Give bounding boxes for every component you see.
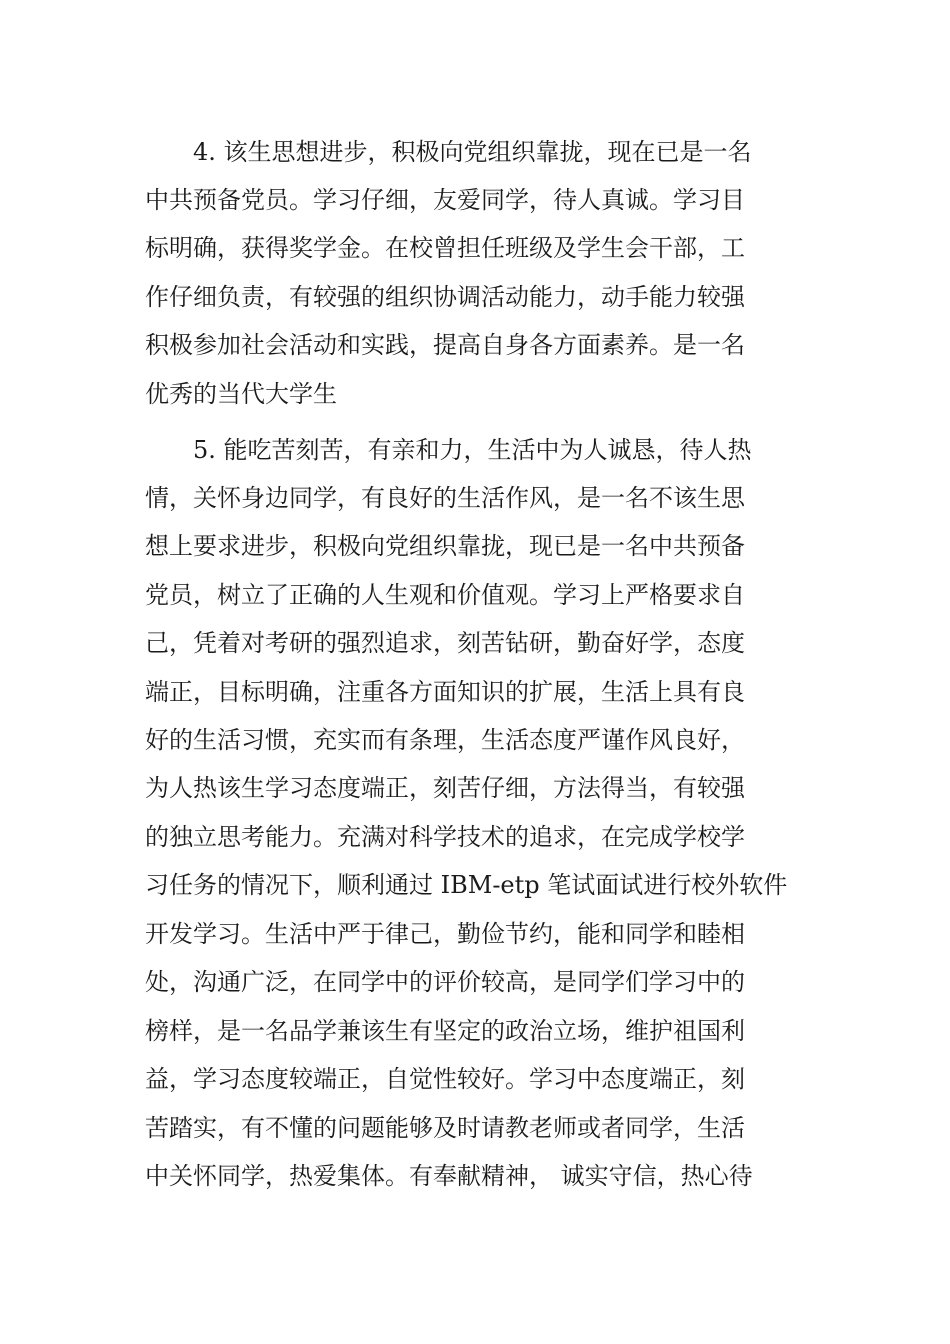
paragraph-4-line-2: 中共预备党员。学习仔细，友爱同学，待人真诚。学习目 bbox=[145, 186, 745, 214]
paragraph-4-line-3: 标明确，获得奖学金。在校曾担任班级及学生会干部，工 bbox=[145, 234, 745, 262]
paragraph-5-line-2: 情，关怀身边同学，有良好的生活作风，是一名不该生思 bbox=[145, 484, 745, 512]
paragraph-5-line-11: 开发学习。生活中严于律己，勤俭节约，能和同学和睦相 bbox=[145, 920, 745, 948]
paragraph-5-line-15: 苦踏实，有不懂的问题能够及时请教老师或者同学，生活 bbox=[145, 1114, 745, 1142]
paragraph-5-line-12: 处，沟通广泛，在同学中的评价较高，是同学们学习中的 bbox=[145, 968, 745, 996]
paragraph-5-line-3: 想上要求进步，积极向党组织靠拢，现已是一名中共预备 bbox=[145, 532, 745, 560]
paragraph-4-line-1: 4. 该生思想进步，积极向党组织靠拢，现在已是一名 bbox=[193, 138, 752, 166]
paragraph-5-line-16: 中关怀同学，热爱集体。有奉献精神， 诚实守信，热心待 bbox=[145, 1162, 753, 1190]
paragraph-5-line-8: 为人热该生学习态度端正，刻苦仔细，方法得当，有较强 bbox=[145, 774, 745, 802]
paragraph-4-line-6: 优秀的当代大学生 bbox=[145, 380, 337, 408]
paragraph-5-line-6: 端正，目标明确，注重各方面知识的扩展，生活上具有良 bbox=[145, 678, 745, 706]
paragraph-4-line-4: 作仔细负责，有较强的组织协调活动能力，动手能力较强 bbox=[145, 283, 745, 311]
paragraph-5-line-7: 好的生活习惯，充实而有条理，生活态度严谨作风良好， bbox=[145, 726, 745, 754]
paragraph-5-line-13: 榜样，是一名品学兼该生有坚定的政治立场，维护祖国利 bbox=[145, 1017, 745, 1045]
paragraph-5-line-10: 习任务的情况下，顺利通过 IBM-etp 笔试面试进行校外软件 bbox=[145, 871, 788, 899]
paragraph-5-line-5: 己，凭着对考研的强烈追求，刻苦钻研，勤奋好学，态度 bbox=[145, 629, 745, 657]
paragraph-5-line-14: 益，学习态度较端正，自觉性较好。学习中态度端正，刻 bbox=[145, 1065, 745, 1093]
paragraph-5-line-1: 5. 能吃苦刻苦，有亲和力，生活中为人诚恳，待人热 bbox=[193, 436, 752, 464]
paragraph-5-line-9: 的独立思考能力。充满对科学技术的追求，在完成学校学 bbox=[145, 823, 745, 851]
paragraph-4-line-5: 积极参加社会活动和实践，提高自身各方面素养。是一名 bbox=[145, 331, 745, 359]
paragraph-5-line-4: 党员，树立了正确的人生观和价值观。学习上严格要求自 bbox=[145, 581, 745, 609]
